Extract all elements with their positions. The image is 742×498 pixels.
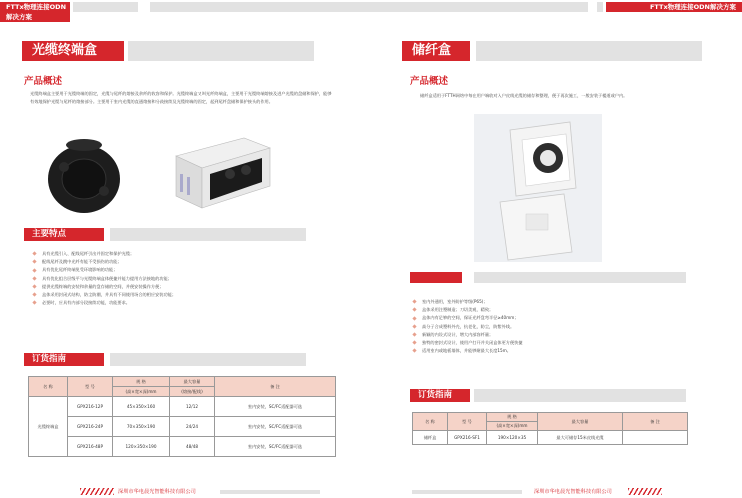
cell-model: GPX216-SF1 — [448, 431, 487, 445]
header-left-title: FTTx物理连接ODN解决方案 — [0, 2, 70, 22]
feature-text: 盒体内有足够的空间，保证光纤盘弯半径≥40mm； — [422, 315, 519, 321]
feature-text: 盒体采用注塑制造；刀切美观、精致； — [422, 307, 494, 313]
left-order-bar — [110, 353, 306, 366]
feature-text: 室内外通用，室外防护等级(P65)； — [422, 299, 488, 304]
cell-capacity: 12/12 — [170, 397, 215, 417]
header-center-bar — [150, 2, 588, 12]
left-product-image-1 — [38, 135, 130, 218]
right-overview-heading: 产品概述 — [410, 76, 449, 87]
left-overview-text: 光缆终端盒主要用于光缆终端的固定，光缆与尾纤的熔接及余纤的收容和保护。光缆终端盒又叫光纤终端盒，主要用于光缆终端熔接及进户光缆的盘储和保护，能够有效地保护光缆与尾纤的熔接部分。主要用于室内光缆的直通熔接和分歧接续及光缆终端的固定，起到尾纤盘储和保护接头的作用。 — [30, 91, 332, 104]
bullet-icon — [412, 324, 416, 328]
cell-spec: 190×120×35 — [487, 431, 538, 445]
col-spec-sub: (高×宽×深)mm — [113, 387, 170, 397]
bullet-icon — [412, 332, 416, 336]
cell-model: GPX216-24P — [68, 417, 113, 437]
bullet-icon — [32, 268, 36, 272]
bullet-icon — [32, 276, 36, 280]
col-name: 名 称 — [29, 377, 68, 397]
col-capacity-sub: (熔接/配线) — [170, 387, 215, 397]
cell-capacity: 48/48 — [170, 437, 215, 457]
left-product-image-2 — [170, 134, 276, 214]
cell-model: GPX216-48P — [68, 437, 113, 457]
left-overview-heading: 产品概述 — [24, 76, 63, 87]
right-section-title-bar — [476, 41, 702, 61]
cell-spec: 45×350×160 — [113, 397, 170, 417]
feature-item — [32, 258, 192, 266]
col-spec: 规 格 — [113, 377, 170, 387]
left-footer-text: 深圳市华电晨光智能科技有限公司 — [118, 489, 196, 495]
cell-remark: 室内安装，SC/FC适配器可选 — [215, 397, 336, 417]
feature-text: 独特的密封式设计，使用户打开并关闭盒体更方便快捷 — [422, 340, 523, 346]
bullet-icon — [412, 300, 416, 304]
col-remark: 备 注 — [215, 377, 336, 397]
left-section-title-bar — [128, 41, 314, 61]
col-remark: 备 注 — [623, 413, 688, 431]
product-name: 光缆终端盒 — [29, 397, 68, 457]
bullet-icon — [32, 301, 36, 305]
feature-text: 配线尾纤及跳中光纤有能不受损伤的功能； — [42, 259, 122, 265]
right-features-bar-red — [410, 272, 462, 283]
right-footer-bar — [412, 490, 522, 494]
feature-item — [412, 314, 612, 322]
cell-remark: 室内安装，SC/FC适配器可选 — [215, 417, 336, 437]
bullet-icon — [412, 308, 416, 312]
table-row — [29, 417, 336, 437]
right-features-bar-grey — [474, 272, 686, 283]
col-capacity: 最大容量 — [170, 377, 215, 387]
feature-text: 新颖的内设式设计，增大内部容纤量； — [422, 331, 494, 337]
table-row — [29, 437, 336, 457]
cell-spec: 70×350×190 — [113, 417, 170, 437]
bullet-icon — [32, 284, 36, 288]
cell-remark — [623, 431, 688, 445]
table-row — [29, 397, 336, 417]
right-order-bar — [474, 389, 686, 402]
feature-text: 必要时，应具有内部分段接续功能，功能要求。 — [42, 300, 130, 306]
col-spec: 规 格 — [487, 413, 538, 422]
right-footer-stripes — [628, 488, 662, 495]
feature-text: 具有优化尾纤终端免受环境影响的功能； — [42, 267, 118, 273]
feature-item — [32, 291, 192, 299]
left-footer-bar — [220, 490, 320, 494]
feature-item — [32, 266, 192, 274]
bullet-icon — [32, 293, 36, 297]
bullet-icon — [32, 260, 36, 264]
feature-item — [412, 323, 612, 331]
left-features-list — [32, 250, 192, 307]
cell-capacity: 24/24 — [170, 417, 215, 437]
cell-name: 储纤盒 — [413, 431, 448, 445]
col-capacity: 最大容量 — [538, 413, 623, 431]
bullet-icon — [32, 252, 36, 256]
left-features-bar — [110, 228, 306, 241]
table-row — [413, 431, 688, 445]
feature-text: 具有优化组合层级平与光缆终端盒体便捷并能力提用方法接地的功能； — [42, 275, 172, 281]
left-footer-stripes — [80, 488, 114, 495]
feature-item — [412, 339, 612, 347]
bullet-icon — [412, 349, 416, 353]
col-spec-sub: (高×宽×深)mm — [487, 422, 538, 431]
cell-capacity: 最大可储存15米皮线光缆 — [538, 431, 623, 445]
feature-text: 盒体采用封闭式结构，防尘防潮，并具有不同使用场合的相应安装功能； — [42, 292, 177, 298]
right-footer-text: 深圳市华电晨光智能科技有限公司 — [534, 489, 612, 495]
feature-item — [32, 299, 192, 307]
feature-item — [32, 283, 192, 291]
cell-model: GPX216-12P — [68, 397, 113, 417]
right-section-title: 储纤盒 — [402, 41, 470, 61]
header-left-bar — [73, 2, 138, 12]
col-model: 型 号 — [68, 377, 113, 397]
cell-remark: 室内安装，SC/FC适配器可选 — [215, 437, 336, 457]
feature-item — [32, 275, 192, 283]
bullet-icon — [412, 341, 416, 345]
left-features-heading: 主要特点 — [24, 228, 104, 241]
feature-item — [412, 306, 612, 314]
feature-item — [412, 298, 612, 306]
col-name: 名 称 — [413, 413, 448, 431]
header-right-title: FTTx物理连接ODN解决方案 — [606, 2, 742, 12]
col-model: 型 号 — [448, 413, 487, 431]
header-right-bar — [597, 2, 603, 12]
feature-item — [412, 331, 612, 339]
feature-text: 高分子合成塑料外壳，抗老化，防尘，防紫外线。 — [422, 323, 515, 329]
feature-text: 提供光缆终端的安装和余量的盘存储的空间，并便安装操作方便； — [42, 283, 164, 289]
left-order-heading: 订货指南 — [24, 353, 104, 366]
cell-spec: 120×350×190 — [113, 437, 170, 457]
right-order-heading: 订货指南 — [410, 389, 470, 402]
right-features-list — [412, 298, 612, 355]
right-overview-text: 储纤盒适用于FTTH网络中每在用户端收对入户皮线光缆的储存和整理，便于再次施工，一般安装于楼道或户内。 — [420, 93, 628, 98]
feature-item — [32, 250, 192, 258]
feature-item — [412, 347, 612, 355]
feature-text: 适用室内或地板墙体，并能够耐最大长度15m。 — [422, 348, 511, 354]
feature-text: 具有光缆引入、配线尾纤引出并固定和保护光缆； — [42, 251, 135, 256]
left-order-table — [28, 376, 336, 457]
left-section-title: 光缆终端盒 — [22, 41, 124, 61]
right-product-image — [474, 114, 602, 262]
bullet-icon — [412, 316, 416, 320]
right-order-table — [412, 412, 688, 445]
